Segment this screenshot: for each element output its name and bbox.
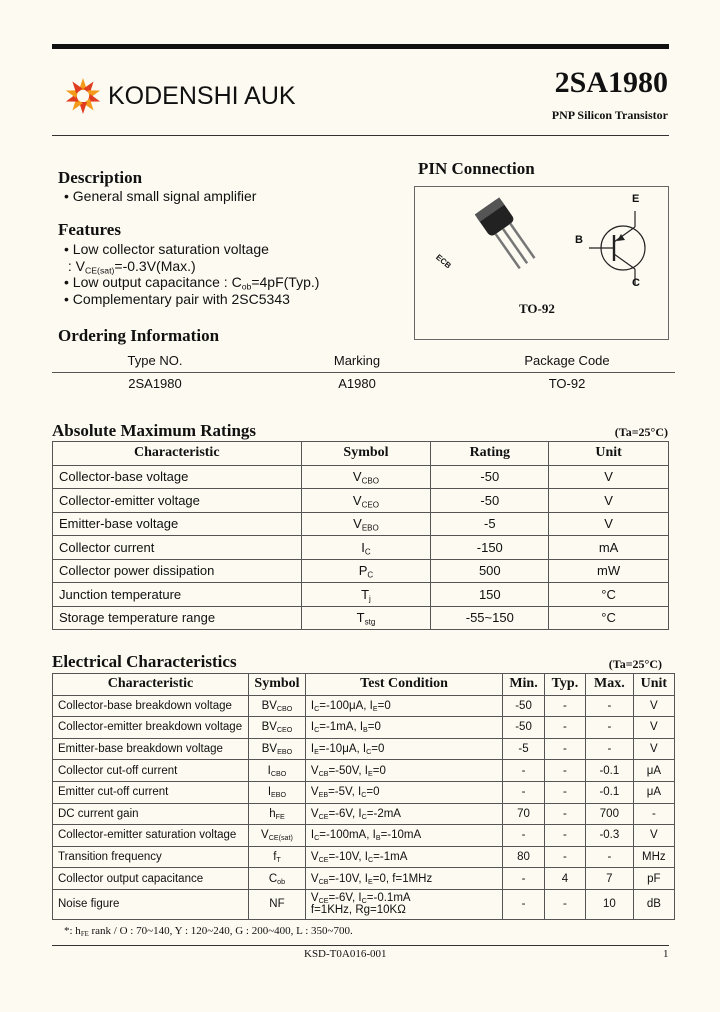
cell-unit: V xyxy=(633,695,674,717)
cell-symbol: $T_j$ xyxy=(301,583,431,607)
pin-connection-title: PIN Connection xyxy=(418,159,535,178)
table-row xyxy=(53,465,669,489)
cell-unit: V xyxy=(549,512,669,536)
cell-condition: $I_E=-10\mu A$, $I_C=0$ xyxy=(305,738,502,760)
part-subtitle: PNP Silicon Transistor xyxy=(551,108,668,122)
cell-symbol: $V_{CBO}$ xyxy=(301,465,431,489)
table-row xyxy=(53,512,669,536)
cell-characteristic: Collector power dissipation xyxy=(53,559,302,583)
cell-condition: $V_{EB}=-5V$, $I_C=0$ xyxy=(305,781,502,803)
cell-condition: $V_{CE}=-10V$, $I_C=-1mA$ xyxy=(305,846,502,868)
cell-condition: $V_{CE}=-6V$, $I_C=-0.1mA$ f=1KHz, Rg=10KΩ xyxy=(305,889,502,919)
table-row xyxy=(53,889,675,919)
description-item: • General small signal amplifier xyxy=(64,188,257,204)
cell-typ: - xyxy=(544,846,585,868)
cell-unit: MHz xyxy=(633,846,674,868)
cell-min: -50 xyxy=(503,695,545,717)
cell-characteristic: Collector-emitter voltage xyxy=(53,489,302,513)
pin-label-e: E xyxy=(632,193,640,205)
cell-symbol: $I_C$ xyxy=(301,536,431,560)
cell-max: - xyxy=(586,695,634,717)
cell-symbol: $P_C$ xyxy=(301,559,431,583)
cell-condition: $V_{CB}=-50V$, $I_E=0$ xyxy=(305,760,502,782)
cell-unit: V xyxy=(633,825,674,847)
pin-connection-box xyxy=(414,186,669,340)
cell-characteristic: Collector cut-off current xyxy=(53,760,249,782)
cell-condition: $V_{CE}=-6V$, $I_C=-2mA$ xyxy=(305,803,502,825)
cell-symbol: NF xyxy=(249,889,306,919)
part-number: 2SA1980 xyxy=(554,66,668,99)
cell-characteristic: Noise figure xyxy=(53,889,249,919)
cell-unit: μA xyxy=(633,781,674,803)
ordering-package: TO-92 xyxy=(548,376,586,391)
col-header: Unit xyxy=(549,442,669,466)
cell-unit: V xyxy=(633,738,674,760)
table-row xyxy=(53,825,675,847)
cell-rating: 150 xyxy=(431,583,549,607)
table-row xyxy=(53,536,669,560)
company-logo xyxy=(64,76,296,116)
ordering-divider xyxy=(52,372,675,373)
cell-symbol: $I_{CBO}$ xyxy=(249,760,306,782)
cell-symbol: $T_{stg}$ xyxy=(301,606,431,630)
cell-unit: °C xyxy=(549,583,669,607)
col-header: Characteristic xyxy=(53,442,302,466)
cell-min: - xyxy=(503,760,545,782)
cell-typ: - xyxy=(544,889,585,919)
table-row xyxy=(53,606,669,630)
cell-max: - xyxy=(586,738,634,760)
elec-table xyxy=(52,673,675,920)
cell-min: 80 xyxy=(503,846,545,868)
cell-max: 10 xyxy=(586,889,634,919)
cell-symbol: $BV_{CEO}$ xyxy=(249,717,306,739)
cell-condition: $I_C=-100mA$, $I_B=-10mA$ xyxy=(305,825,502,847)
col-header: Rating xyxy=(431,442,549,466)
elec-title: Electrical Characteristics xyxy=(52,652,237,671)
cell-characteristic: Collector-base breakdown voltage xyxy=(53,695,249,717)
cell-max: - xyxy=(586,717,634,739)
header-divider xyxy=(52,135,669,136)
ordering-header-package: Package Code xyxy=(524,353,610,368)
col-header: Typ. xyxy=(544,674,585,696)
cell-max: -0.1 xyxy=(586,760,634,782)
header-rule xyxy=(52,44,669,49)
cell-rating: -50 xyxy=(431,465,549,489)
cell-symbol: $I_{EBO}$ xyxy=(249,781,306,803)
cell-characteristic: Collector-emitter breakdown voltage xyxy=(53,717,249,739)
cell-unit: dB xyxy=(633,889,674,919)
ordering-header-marking: Marking xyxy=(333,353,381,368)
table-row xyxy=(53,738,675,760)
ordering-marking: A1980 xyxy=(338,376,376,391)
ordering-title: Ordering Information xyxy=(58,326,220,345)
pin-label-c: C xyxy=(632,277,640,289)
cell-typ: - xyxy=(544,738,585,760)
cell-symbol: $V_{CE(sat)}$ xyxy=(249,825,306,847)
cell-characteristic: Collector current xyxy=(53,536,302,560)
cell-min: -5 xyxy=(503,738,545,760)
cell-symbol: $V_{CEO}$ xyxy=(301,489,431,513)
to92-package-icon xyxy=(425,197,575,307)
features-title: Features xyxy=(58,220,121,239)
cell-min: - xyxy=(503,868,545,890)
cell-symbol: $C_{ob}$ xyxy=(249,868,306,890)
ordering-type: 2SA1980 xyxy=(128,376,182,391)
pnp-transistor-symbol xyxy=(583,203,663,293)
cell-typ: - xyxy=(544,781,585,803)
lead-letters: ECB xyxy=(434,252,453,271)
table-row xyxy=(53,781,675,803)
cell-min: - xyxy=(503,781,545,803)
cell-condition: $I_C=-1mA$, $I_B=0$ xyxy=(305,717,502,739)
cell-rating: -5 xyxy=(431,512,549,536)
cell-typ: - xyxy=(544,825,585,847)
table-row xyxy=(53,489,669,513)
col-header: Symbol xyxy=(301,442,431,466)
cell-characteristic: Junction temperature xyxy=(53,583,302,607)
cell-condition: $I_C=-100\mu A$, $I_E=0$ xyxy=(305,695,502,717)
features-list xyxy=(64,241,319,307)
cell-unit: V xyxy=(633,717,674,739)
cell-rating: -50 xyxy=(431,489,549,513)
abs-max-title: Absolute Maximum Ratings xyxy=(52,421,257,440)
cell-min: - xyxy=(503,825,545,847)
col-header: Max. xyxy=(586,674,634,696)
feature-item: • Low output capacitance : $C_{ob}=4pF(Typ.)$ xyxy=(64,274,320,292)
cell-condition: $V_{CB}=-10V$, $I_E=0$, f=1MHz xyxy=(305,868,502,890)
feature-item: • Complementary pair with 2SC5343 xyxy=(64,290,290,307)
cell-rating: -55~150 xyxy=(431,606,549,630)
page-number: 1 xyxy=(663,948,669,960)
cell-characteristic: Collector-base voltage xyxy=(53,465,302,489)
table-row xyxy=(53,868,675,890)
feature-item: • Low collector saturation voltage xyxy=(64,241,269,257)
col-header: Test Condition xyxy=(305,674,502,696)
col-header: Min. xyxy=(503,674,545,696)
cell-characteristic: Storage temperature range xyxy=(53,606,302,630)
cell-max: 700 xyxy=(586,803,634,825)
cell-max: 7 xyxy=(586,868,634,890)
table-row xyxy=(53,846,675,868)
cell-unit: - xyxy=(633,803,674,825)
description-title: Description xyxy=(58,168,143,187)
footer-rule xyxy=(52,945,669,946)
cell-characteristic: Collector-emitter saturation voltage xyxy=(53,825,249,847)
cell-min: - xyxy=(503,889,545,919)
abs-max-condition: (Ta=25°C) xyxy=(614,425,668,439)
cell-unit: mW xyxy=(549,559,669,583)
cell-symbol: $BV_{EBO}$ xyxy=(249,738,306,760)
table-row xyxy=(53,695,675,717)
elec-condition: (Ta=25°C) xyxy=(608,657,662,671)
col-header: Unit xyxy=(633,674,674,696)
hfe-rank-footnote: *: $h_{FE}$ rank / O : 70~140, Y : 120~240, G : 200~400, L : 350~700. xyxy=(64,925,353,939)
cell-unit: °C xyxy=(549,606,669,630)
cell-typ: 4 xyxy=(544,868,585,890)
cell-unit: V xyxy=(549,489,669,513)
table-header-row xyxy=(53,674,675,696)
col-header: Characteristic xyxy=(53,674,249,696)
col-header: Symbol xyxy=(249,674,306,696)
cell-rating: 500 xyxy=(431,559,549,583)
cell-unit: V xyxy=(549,465,669,489)
cell-symbol: $V_{EBO}$ xyxy=(301,512,431,536)
cell-characteristic: Transition frequency xyxy=(53,846,249,868)
abs-max-table xyxy=(52,441,669,630)
cell-max: -0.3 xyxy=(586,825,634,847)
company-name: KODENSHI AUK xyxy=(108,81,296,110)
cell-characteristic: Emitter cut-off current xyxy=(53,781,249,803)
cell-characteristic: Collector output capacitance xyxy=(53,868,249,890)
table-row xyxy=(53,717,675,739)
ordering-header-type: Type NO. xyxy=(127,353,183,368)
cell-max: - xyxy=(586,846,634,868)
table-row xyxy=(53,760,675,782)
cell-symbol: $h_{FE}$ xyxy=(249,803,306,825)
doc-code: KSD-T0A016-001 xyxy=(304,948,387,960)
cell-symbol: $BV_{CBO}$ xyxy=(249,695,306,717)
cell-characteristic: Emitter-base voltage xyxy=(53,512,302,536)
cell-unit: μA xyxy=(633,760,674,782)
cell-symbol: $f_T$ xyxy=(249,846,306,868)
cell-min: 70 xyxy=(503,803,545,825)
cell-unit: mA xyxy=(549,536,669,560)
cell-unit: pF xyxy=(633,868,674,890)
kodenshi-sun-icon xyxy=(64,77,102,115)
cell-typ: - xyxy=(544,717,585,739)
table-row xyxy=(53,559,669,583)
cell-max: -0.1 xyxy=(586,781,634,803)
cell-typ: - xyxy=(544,695,585,717)
cell-rating: -150 xyxy=(431,536,549,560)
cell-typ: - xyxy=(544,760,585,782)
table-row xyxy=(53,803,675,825)
cell-typ: - xyxy=(544,803,585,825)
package-label: TO-92 xyxy=(519,301,555,316)
table-row xyxy=(53,583,669,607)
cell-characteristic: DC current gain xyxy=(53,803,249,825)
feature-item: : $V_{CE(sat)}=-0.3V(Max.)$ xyxy=(64,257,196,276)
cell-characteristic: Emitter-base breakdown voltage xyxy=(53,738,249,760)
pin-label-b: B xyxy=(575,234,583,246)
table-header-row xyxy=(53,442,669,466)
cell-min: -50 xyxy=(503,717,545,739)
